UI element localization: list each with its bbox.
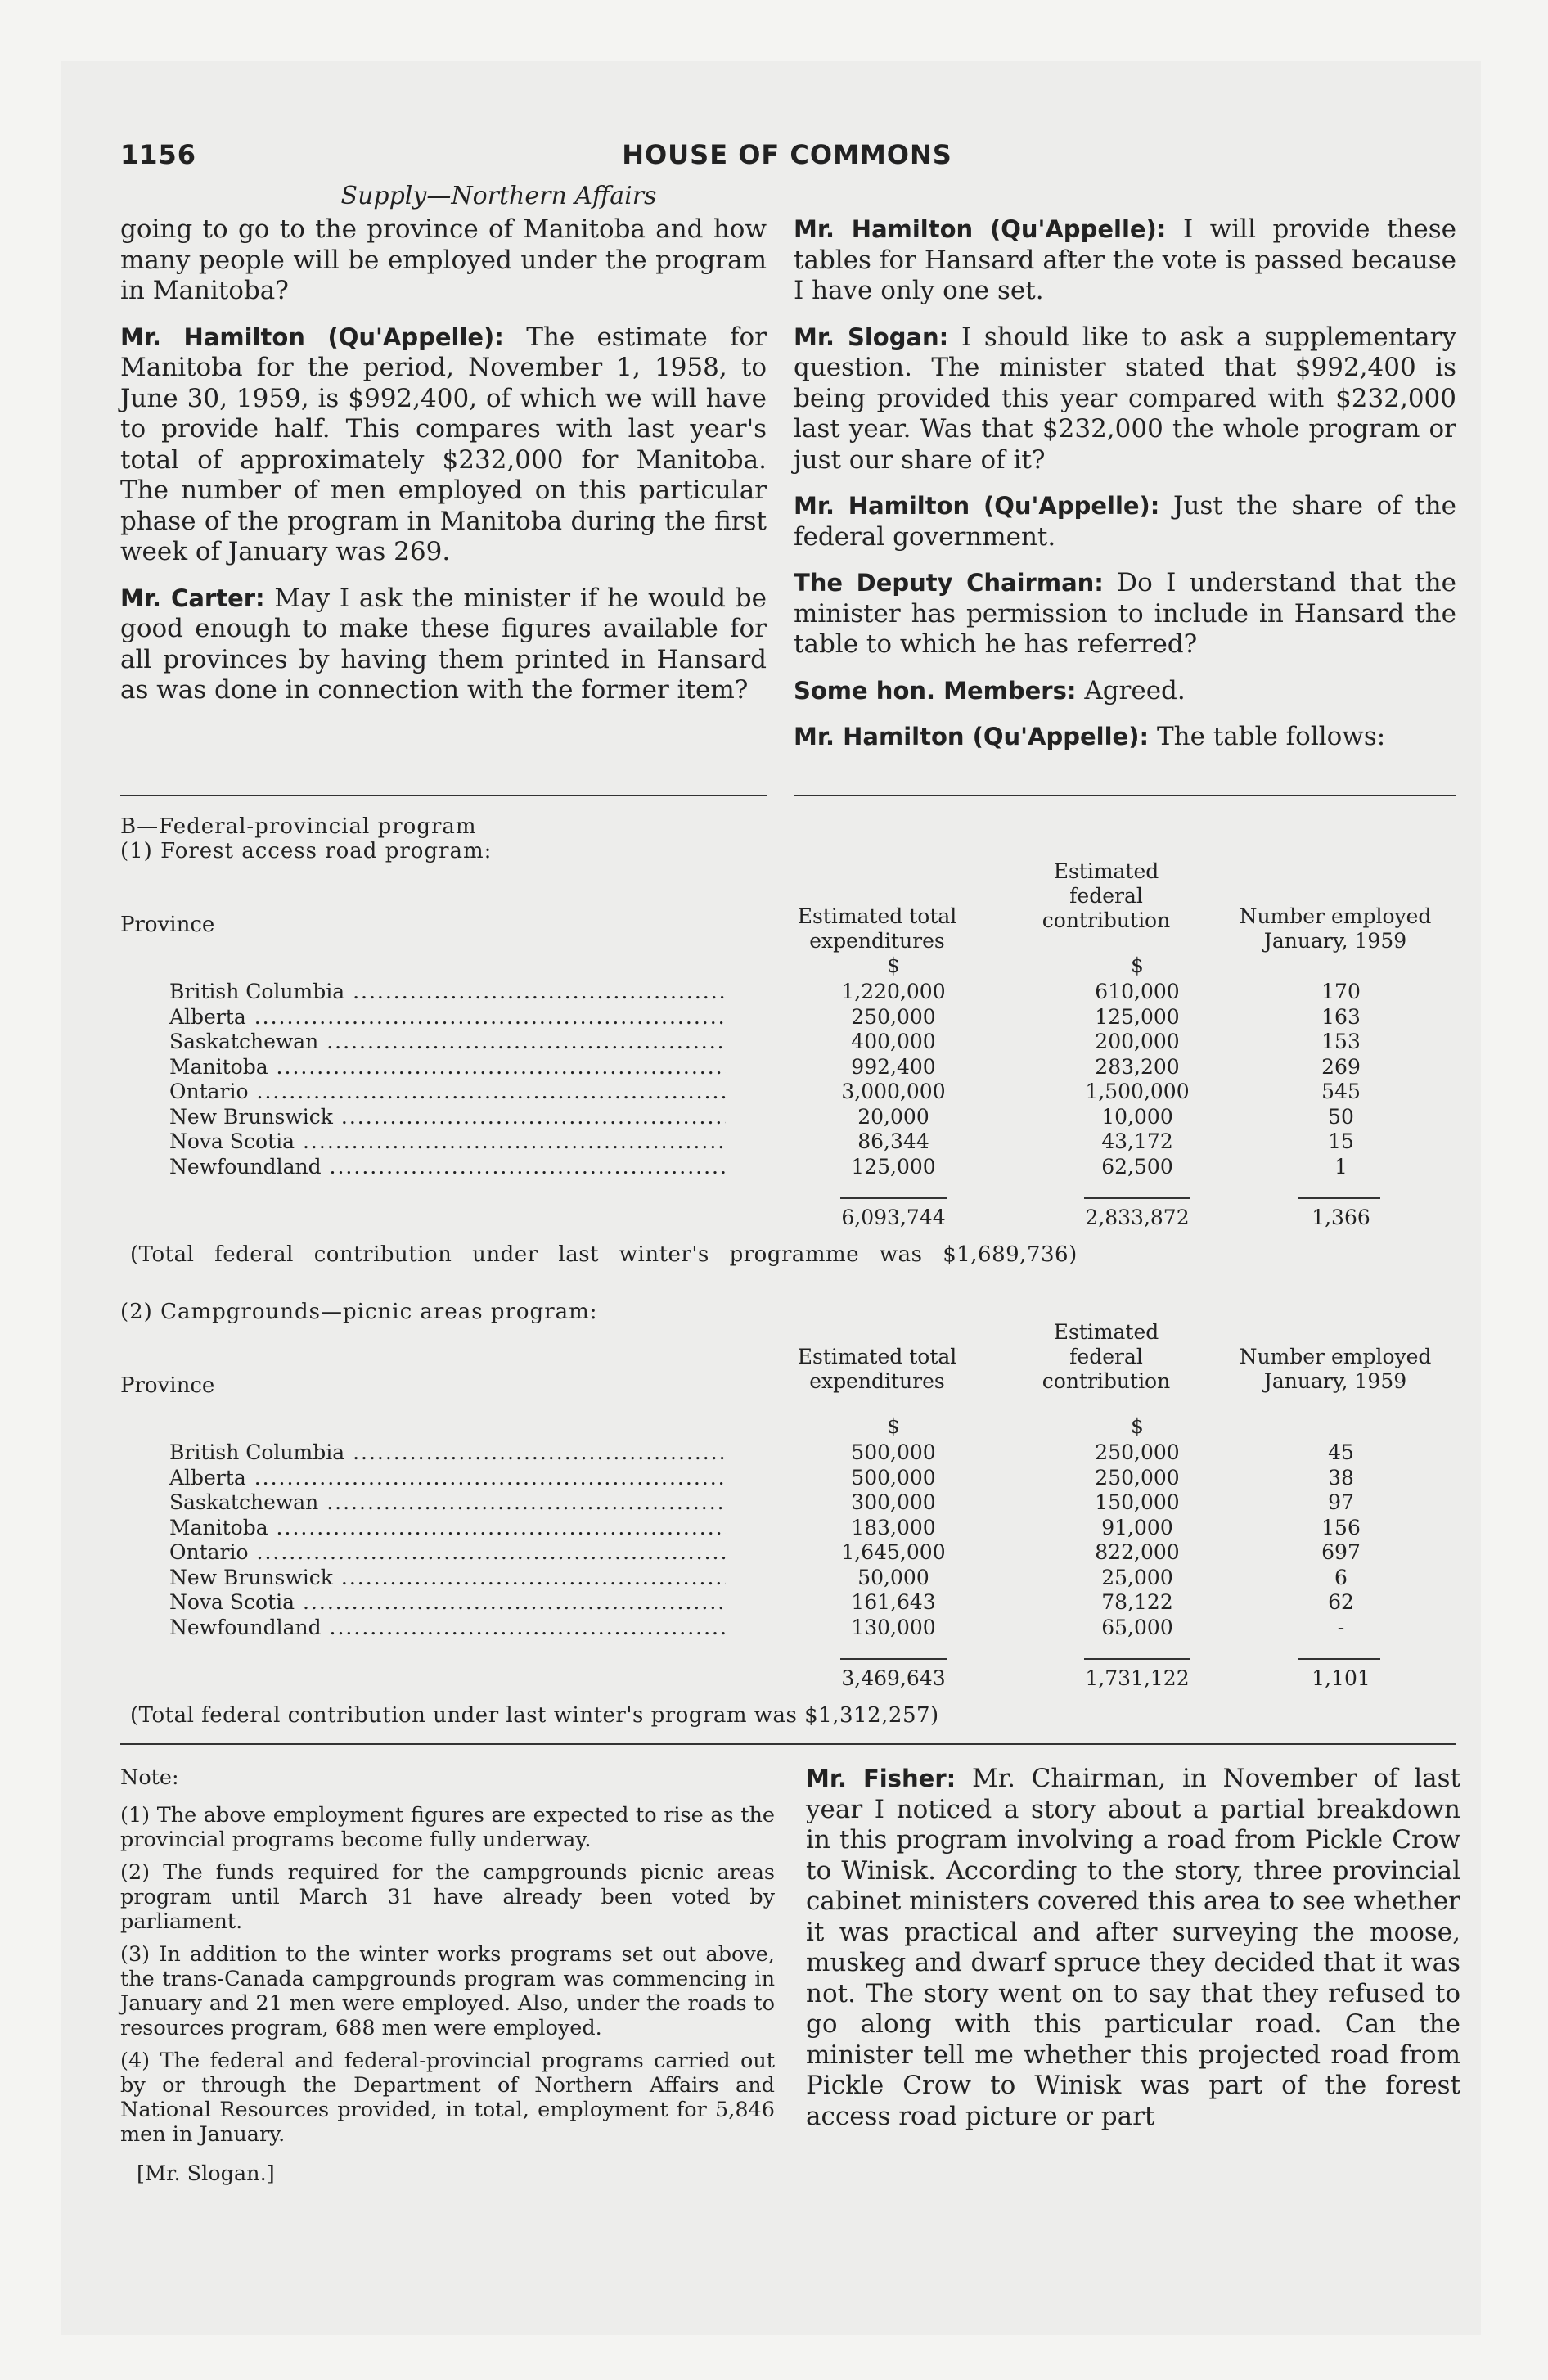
notes-block [120, 1765, 775, 2194]
federal-cell: 610,000 [1095, 980, 1180, 1003]
total-rule [1298, 1197, 1380, 1199]
table-row [169, 1516, 1462, 1541]
province-name: Alberta ..... [169, 1005, 726, 1029]
federal-cell: 25,000 [1101, 1565, 1173, 1589]
page-number: 1156 [120, 139, 197, 170]
paragraph-text: I will provide these tables for Hansard after the vote is passed because I have only one set. [794, 214, 1456, 305]
province-name: Newfoundland ..... [169, 1155, 726, 1179]
province-name: Nova Scotia ..... [169, 1129, 726, 1153]
province-name: Alberta ..... [169, 1466, 726, 1490]
table-title: (2) Campgrounds—picnic areas program: [120, 1300, 598, 1324]
employed-cell: 6 [1334, 1565, 1348, 1589]
paragraph-text: Do I understand that the minister has permission to include in Hansard the table to which he has referred? [794, 568, 1456, 659]
employed-cell: 15 [1328, 1129, 1354, 1153]
table-row [169, 1566, 1462, 1591]
province-name: Manitoba ..... [169, 1516, 726, 1539]
province-name: New Brunswick ..... [169, 1105, 726, 1129]
total-federal: 2,833,872 [1085, 1206, 1190, 1229]
federal-cell: 283,200 [1095, 1054, 1180, 1079]
employed-cell: 38 [1328, 1465, 1354, 1490]
employed-cell: 45 [1328, 1440, 1354, 1464]
paragraph [794, 214, 1456, 307]
federal-cell: 822,000 [1095, 1540, 1180, 1564]
province-name: Ontario ..... [169, 1540, 726, 1564]
section-divider [120, 1743, 1456, 1745]
section-divider [120, 795, 767, 796]
total-cell: 183,000 [851, 1515, 936, 1539]
table-row [169, 1080, 1462, 1105]
note-item: (3) In addition to the winter works programs set out above, the trans-Canada campgrounds program was commencing in January and 21 men were employed. Also, under the roads to resources program, 688 men were employed. [120, 1942, 775, 2040]
speaker-name: Mr. Hamilton (Qu'Appelle): [794, 492, 1160, 520]
column-header-province: Province [120, 913, 215, 937]
paragraph [794, 568, 1456, 660]
province-name: Nova Scotia ..... [169, 1590, 726, 1614]
paragraph [120, 322, 767, 568]
table-row [169, 1005, 1462, 1030]
employed-cell: 269 [1321, 1054, 1361, 1079]
table-row [169, 1490, 1462, 1516]
running-head: HOUSE OF COMMONS [622, 139, 952, 170]
federal-cell: 200,000 [1095, 1030, 1180, 1053]
notes-title: Note: [120, 1765, 179, 1790]
federal-cell: 43,172 [1101, 1129, 1173, 1153]
province-name: Newfoundland ..... [169, 1616, 726, 1639]
total-employed: 1,101 [1312, 1666, 1370, 1690]
federal-cell: 250,000 [1095, 1440, 1180, 1464]
note-item: (4) The federal and federal-provincial programs carried out by or through the Department of Northern Affairs and National Resources provided, in total, employment for 5,846 men in January. [120, 2049, 775, 2147]
paragraph [120, 214, 767, 307]
table-row [169, 1129, 1462, 1155]
table-row [169, 1030, 1462, 1055]
section-title: B—Federal-provincial program [120, 814, 477, 839]
total-expenditures: 3,469,643 [841, 1666, 946, 1690]
province-name: Manitoba ..... [169, 1055, 726, 1079]
total-rule [1084, 1197, 1190, 1199]
total-cell: 20,000 [857, 1104, 929, 1129]
right-column-bottom [806, 1764, 1460, 2148]
employed-cell: 156 [1321, 1515, 1361, 1539]
total-rule [840, 1197, 947, 1199]
speaker-name: Mr. Slogan: [794, 322, 949, 351]
paragraph-text: Just the share of the federal government. [794, 491, 1456, 552]
speaker-name: Mr. Fisher: [806, 1765, 956, 1792]
total-cell: 161,643 [851, 1590, 936, 1614]
table-row [169, 1440, 1462, 1466]
table-row [169, 1155, 1462, 1180]
subhead: Supply—Northern Affairs [340, 182, 657, 210]
total-cell: 500,000 [851, 1440, 936, 1464]
note-item: (1) The above employment figures are expected to rise as the provincial programs become fully underway. [120, 1803, 775, 1852]
paragraph [794, 676, 1456, 707]
speaker-name: The Deputy Chairman: [794, 569, 1104, 597]
province-name: Ontario ..... [169, 1080, 726, 1103]
paragraph-text: Agreed. [1084, 675, 1186, 705]
paragraph [794, 322, 1456, 476]
paragraph-text: I should like to ask a supplementary question. The minister stated that $992,400 is being provided this year compared with $232,000 last year. Was that $232,000 the whole program or just our share of it? [794, 322, 1456, 475]
speaker-name: Mr. Carter: [120, 584, 265, 612]
column-header-total: Estimated total expenditures [797, 1345, 957, 1393]
total-cell: 500,000 [851, 1465, 936, 1490]
employed-cell: 97 [1328, 1490, 1354, 1514]
total-rule [1298, 1658, 1380, 1660]
employed-cell: 1 [1334, 1154, 1348, 1179]
page-header [120, 139, 1454, 210]
table-row [169, 1540, 1462, 1566]
federal-cell: 62,500 [1101, 1154, 1173, 1179]
employed-cell: - [1337, 1615, 1345, 1639]
province-name: Saskatchewan ..... [169, 1490, 726, 1514]
column-header-total: Estimated total expenditures [797, 904, 957, 953]
table-footnote: (Total federal contribution under last winter's programme was $1,689,736) [130, 1242, 1078, 1267]
province-name: British Columbia ..... [169, 980, 726, 1003]
left-column-top [120, 214, 767, 722]
right-column-top [794, 214, 1456, 769]
table-row [169, 1590, 1462, 1616]
province-name: Saskatchewan ..... [169, 1030, 726, 1053]
federal-cell: 78,122 [1101, 1590, 1173, 1614]
table-row [169, 980, 1462, 1005]
total-rule [1084, 1658, 1190, 1660]
paragraph-text: Mr. Chairman, in November of last year I noticed a story about a partial breakdown in this program involving a road from Pickle Crow to Winisk. According to the story, three provincial cabinet ministers covered this area to see whether it was practical and after surveying the moose, muskeg and dwarf spruce they decided that it was not. The story went on to say that they refused to go along with this particular road. Can the minister tell me whether this projected road from Pickle Crow to Winisk was part of the forest access road picture or part [806, 1764, 1460, 2131]
table-footnote: (Total federal contribution under last winter's program was $1,312,257) [130, 1703, 939, 1728]
employed-cell: 170 [1321, 980, 1361, 1003]
federal-cell: 250,000 [1095, 1465, 1180, 1490]
paragraph-text: The estimate for Manitoba for the period, November 1, 1958, to June 30, 1959, is $992,400, of which we will have to provide half. This compares with last year's total of approximately $232,000 for Manitoba. The number of men employed on this particular phase of the program in Manitoba during the first week of January was 269. [120, 322, 767, 566]
federal-cell: 125,000 [1095, 1004, 1180, 1029]
paragraph [794, 722, 1456, 753]
currency-symbol: $ [1131, 953, 1144, 977]
table-title: (1) Forest access road program: [120, 839, 493, 863]
total-cell: 50,000 [857, 1565, 929, 1589]
paragraph-text: May I ask the minister if he would be good enough to make these figures available for all provinces by having them printed in Hansard as was done in connection with the former item? [120, 583, 767, 705]
total-cell: 1,645,000 [841, 1540, 946, 1564]
paragraph-text: going to go to the province of Manitoba and how many people will be employed under the program in Manitoba? [120, 214, 767, 305]
table-row [169, 1105, 1462, 1130]
total-employed: 1,366 [1312, 1206, 1370, 1229]
forest-access-table [120, 839, 1462, 1267]
federal-cell: 10,000 [1101, 1104, 1173, 1129]
table-row [169, 1466, 1462, 1491]
total-cell: 250,000 [851, 1004, 936, 1029]
federal-cell: 65,000 [1101, 1615, 1173, 1639]
total-cell: 992,400 [851, 1054, 936, 1079]
employed-cell: 50 [1328, 1104, 1354, 1129]
paragraph [806, 1764, 1460, 2132]
total-cell: 3,000,000 [841, 1080, 946, 1103]
column-header-employed: Number employed January, 1959 [1239, 1345, 1432, 1393]
total-cell: 400,000 [851, 1030, 936, 1053]
total-federal: 1,731,122 [1085, 1666, 1190, 1690]
section-divider [794, 795, 1456, 796]
federal-cell: 1,500,000 [1085, 1080, 1190, 1103]
speaker-name: Mr. Hamilton (Qu'Appelle): [120, 322, 504, 351]
speaker-name: Mr. Hamilton (Qu'Appelle): [794, 723, 1150, 751]
province-name: British Columbia ..... [169, 1440, 726, 1464]
total-cell: 1,220,000 [841, 980, 946, 1003]
employed-cell: 697 [1321, 1540, 1361, 1564]
campgrounds-table [120, 1300, 1462, 1728]
table-row [169, 1616, 1462, 1641]
paragraph-text: The table follows: [1156, 722, 1386, 751]
currency-symbol: $ [887, 953, 900, 977]
speaker-name: Mr. Hamilton (Qu'Appelle): [794, 215, 1167, 243]
column-header-province: Province [120, 1373, 215, 1398]
total-cell: 86,344 [857, 1129, 929, 1153]
column-header-federal: Estimated federal contribution [1042, 859, 1171, 932]
table-rows [169, 980, 1462, 1179]
paragraph [794, 491, 1456, 552]
table-row [169, 1055, 1462, 1080]
total-cell: 125,000 [851, 1154, 936, 1179]
employed-cell: 62 [1328, 1590, 1354, 1614]
total-cell: 130,000 [851, 1615, 936, 1639]
employed-cell: 545 [1321, 1080, 1361, 1103]
table-rows [169, 1440, 1462, 1640]
federal-cell: 91,000 [1101, 1515, 1173, 1539]
column-header-employed: Number employed January, 1959 [1239, 904, 1432, 953]
federal-cell: 150,000 [1095, 1490, 1180, 1514]
speaker-attribution: [Mr. Slogan.] [137, 2161, 275, 2186]
total-expenditures: 6,093,744 [841, 1206, 946, 1229]
province-name: New Brunswick ..... [169, 1566, 726, 1589]
column-header-federal: Estimated federal contribution [1042, 1320, 1171, 1393]
total-rule [840, 1658, 947, 1660]
employed-cell: 153 [1321, 1030, 1361, 1053]
employed-cell: 163 [1321, 1004, 1361, 1029]
total-cell: 300,000 [851, 1490, 936, 1514]
note-item: (2) The funds required for the campgrounds picnic areas program until March 31 have already been voted by parliament. [120, 1860, 775, 1934]
speaker-name: Some hon. Members: [794, 676, 1077, 705]
currency-symbol: $ [1131, 1414, 1144, 1438]
paragraph [120, 584, 767, 706]
currency-symbol: $ [887, 1414, 900, 1438]
